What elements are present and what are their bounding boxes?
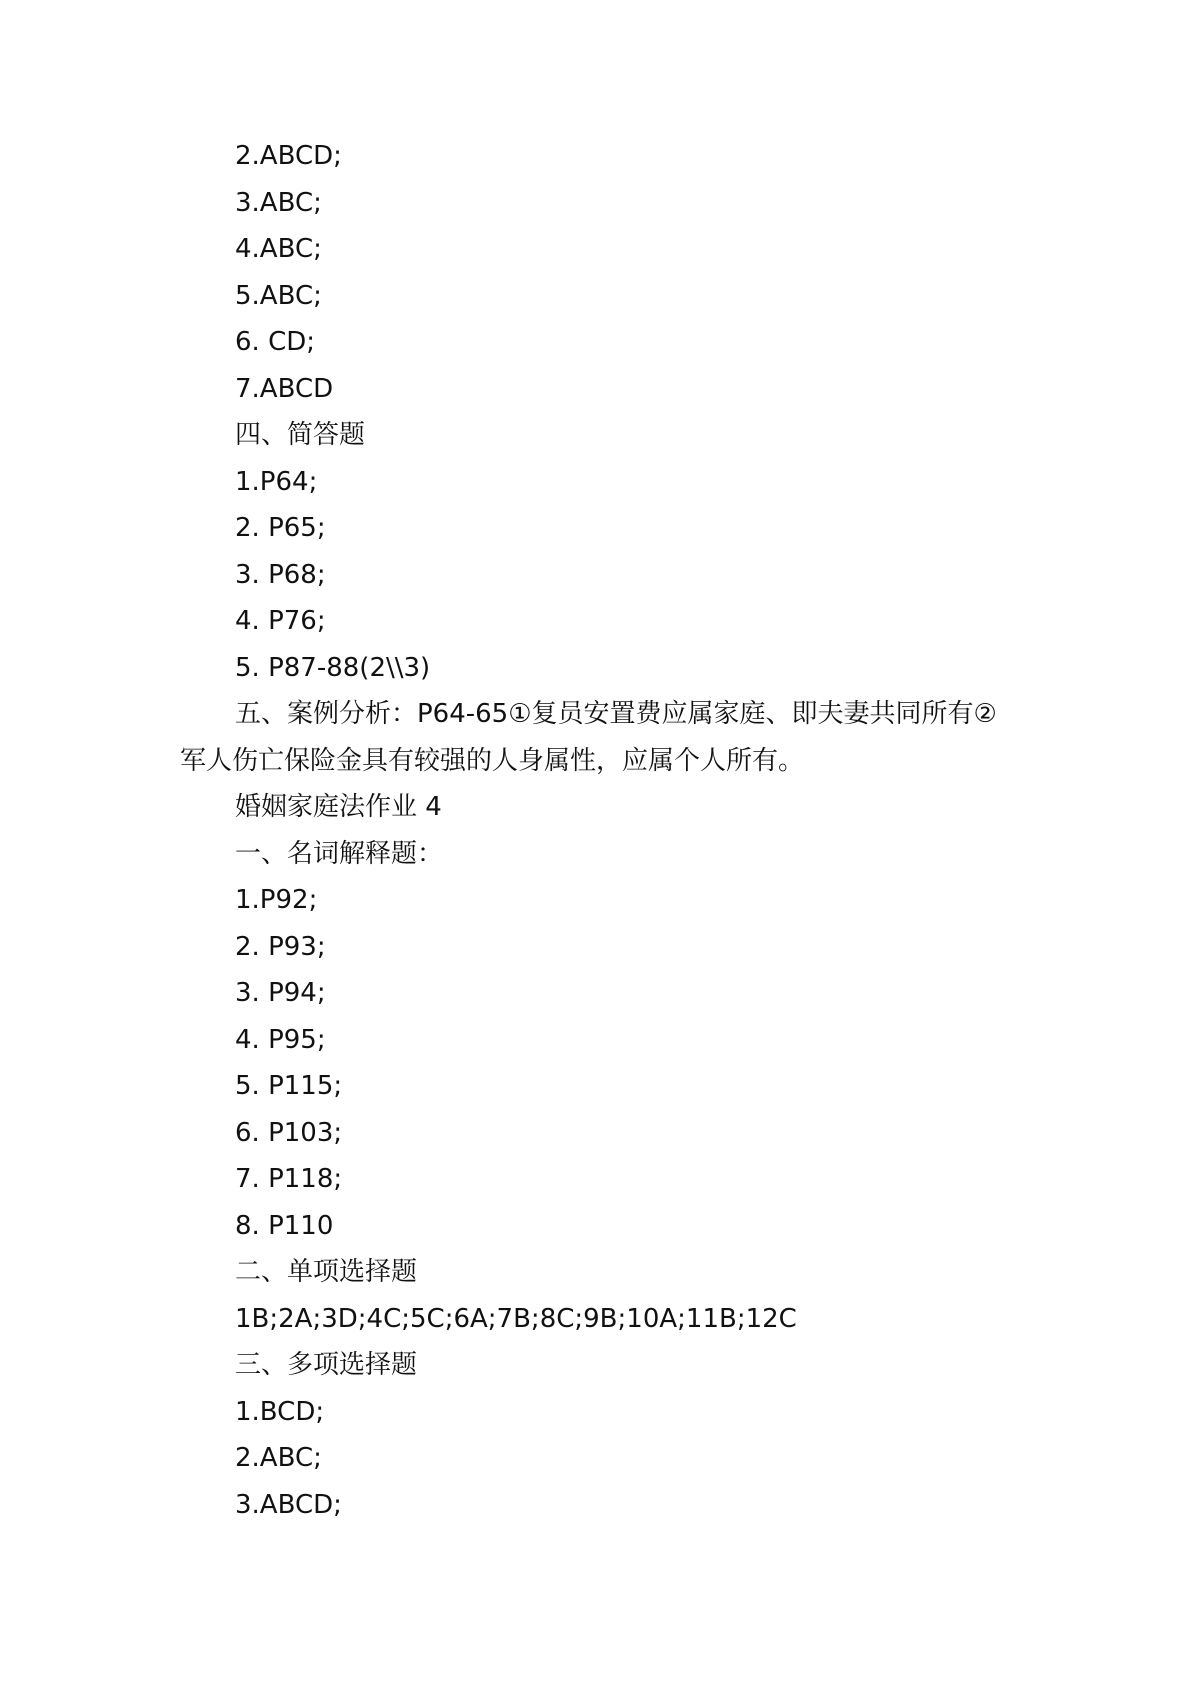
answer-line: 3. P68; bbox=[235, 559, 326, 590]
answer-line: 1.P64; bbox=[235, 466, 318, 497]
answer-line: 5. P87-88(2\\3) bbox=[235, 652, 431, 683]
answer-line: 5.ABC; bbox=[235, 280, 322, 311]
answer-line: 4. P76; bbox=[235, 606, 326, 636]
assignment-title: 婚姻家庭法作业 4 bbox=[235, 792, 442, 822]
answer-line: 1.BCD; bbox=[235, 1396, 325, 1427]
answer-line: 3.ABCD; bbox=[235, 1489, 342, 1520]
document-body bbox=[180, 133, 1020, 1528]
answer-line: 1B;2A;3D;4C;5C;6A;7B;8C;9B;10A;11B;12C bbox=[235, 1303, 797, 1334]
case-analysis-paragraph: 五、案例分析：P64-65①复员安置费应属家庭、即夫妻共同所有②军人伤亡保险金具有较强的人身属性，应属个人所有。 bbox=[180, 699, 997, 776]
section-heading: 三、多项选择题 bbox=[235, 1350, 418, 1380]
answer-line: 2. P65; bbox=[235, 513, 326, 543]
answer-line: 4. P95; bbox=[235, 1024, 326, 1055]
answer-line: 5. P115; bbox=[235, 1071, 343, 1101]
section-heading: 一、名词解释题： bbox=[235, 838, 444, 869]
answer-line: 6. CD; bbox=[235, 327, 316, 357]
answer-line: 4.ABC; bbox=[235, 234, 322, 264]
answer-line: 8. P110 bbox=[235, 1210, 334, 1241]
answer-line: 2. P93; bbox=[235, 931, 326, 962]
section-heading: 四、简答题 bbox=[235, 420, 366, 450]
answer-line: 7.ABCD bbox=[235, 373, 334, 404]
answer-line: 2.ABCD; bbox=[235, 141, 342, 171]
answer-line: 2.ABC; bbox=[235, 1443, 322, 1473]
answer-line: 1.P92; bbox=[235, 885, 318, 915]
answer-line: 3.ABC; bbox=[235, 187, 322, 218]
answer-line: 6. P103; bbox=[235, 1117, 343, 1148]
section-heading: 二、单项选择题 bbox=[235, 1257, 418, 1287]
answer-line: 7. P118; bbox=[235, 1164, 343, 1194]
answer-line: 3. P94; bbox=[235, 978, 326, 1008]
